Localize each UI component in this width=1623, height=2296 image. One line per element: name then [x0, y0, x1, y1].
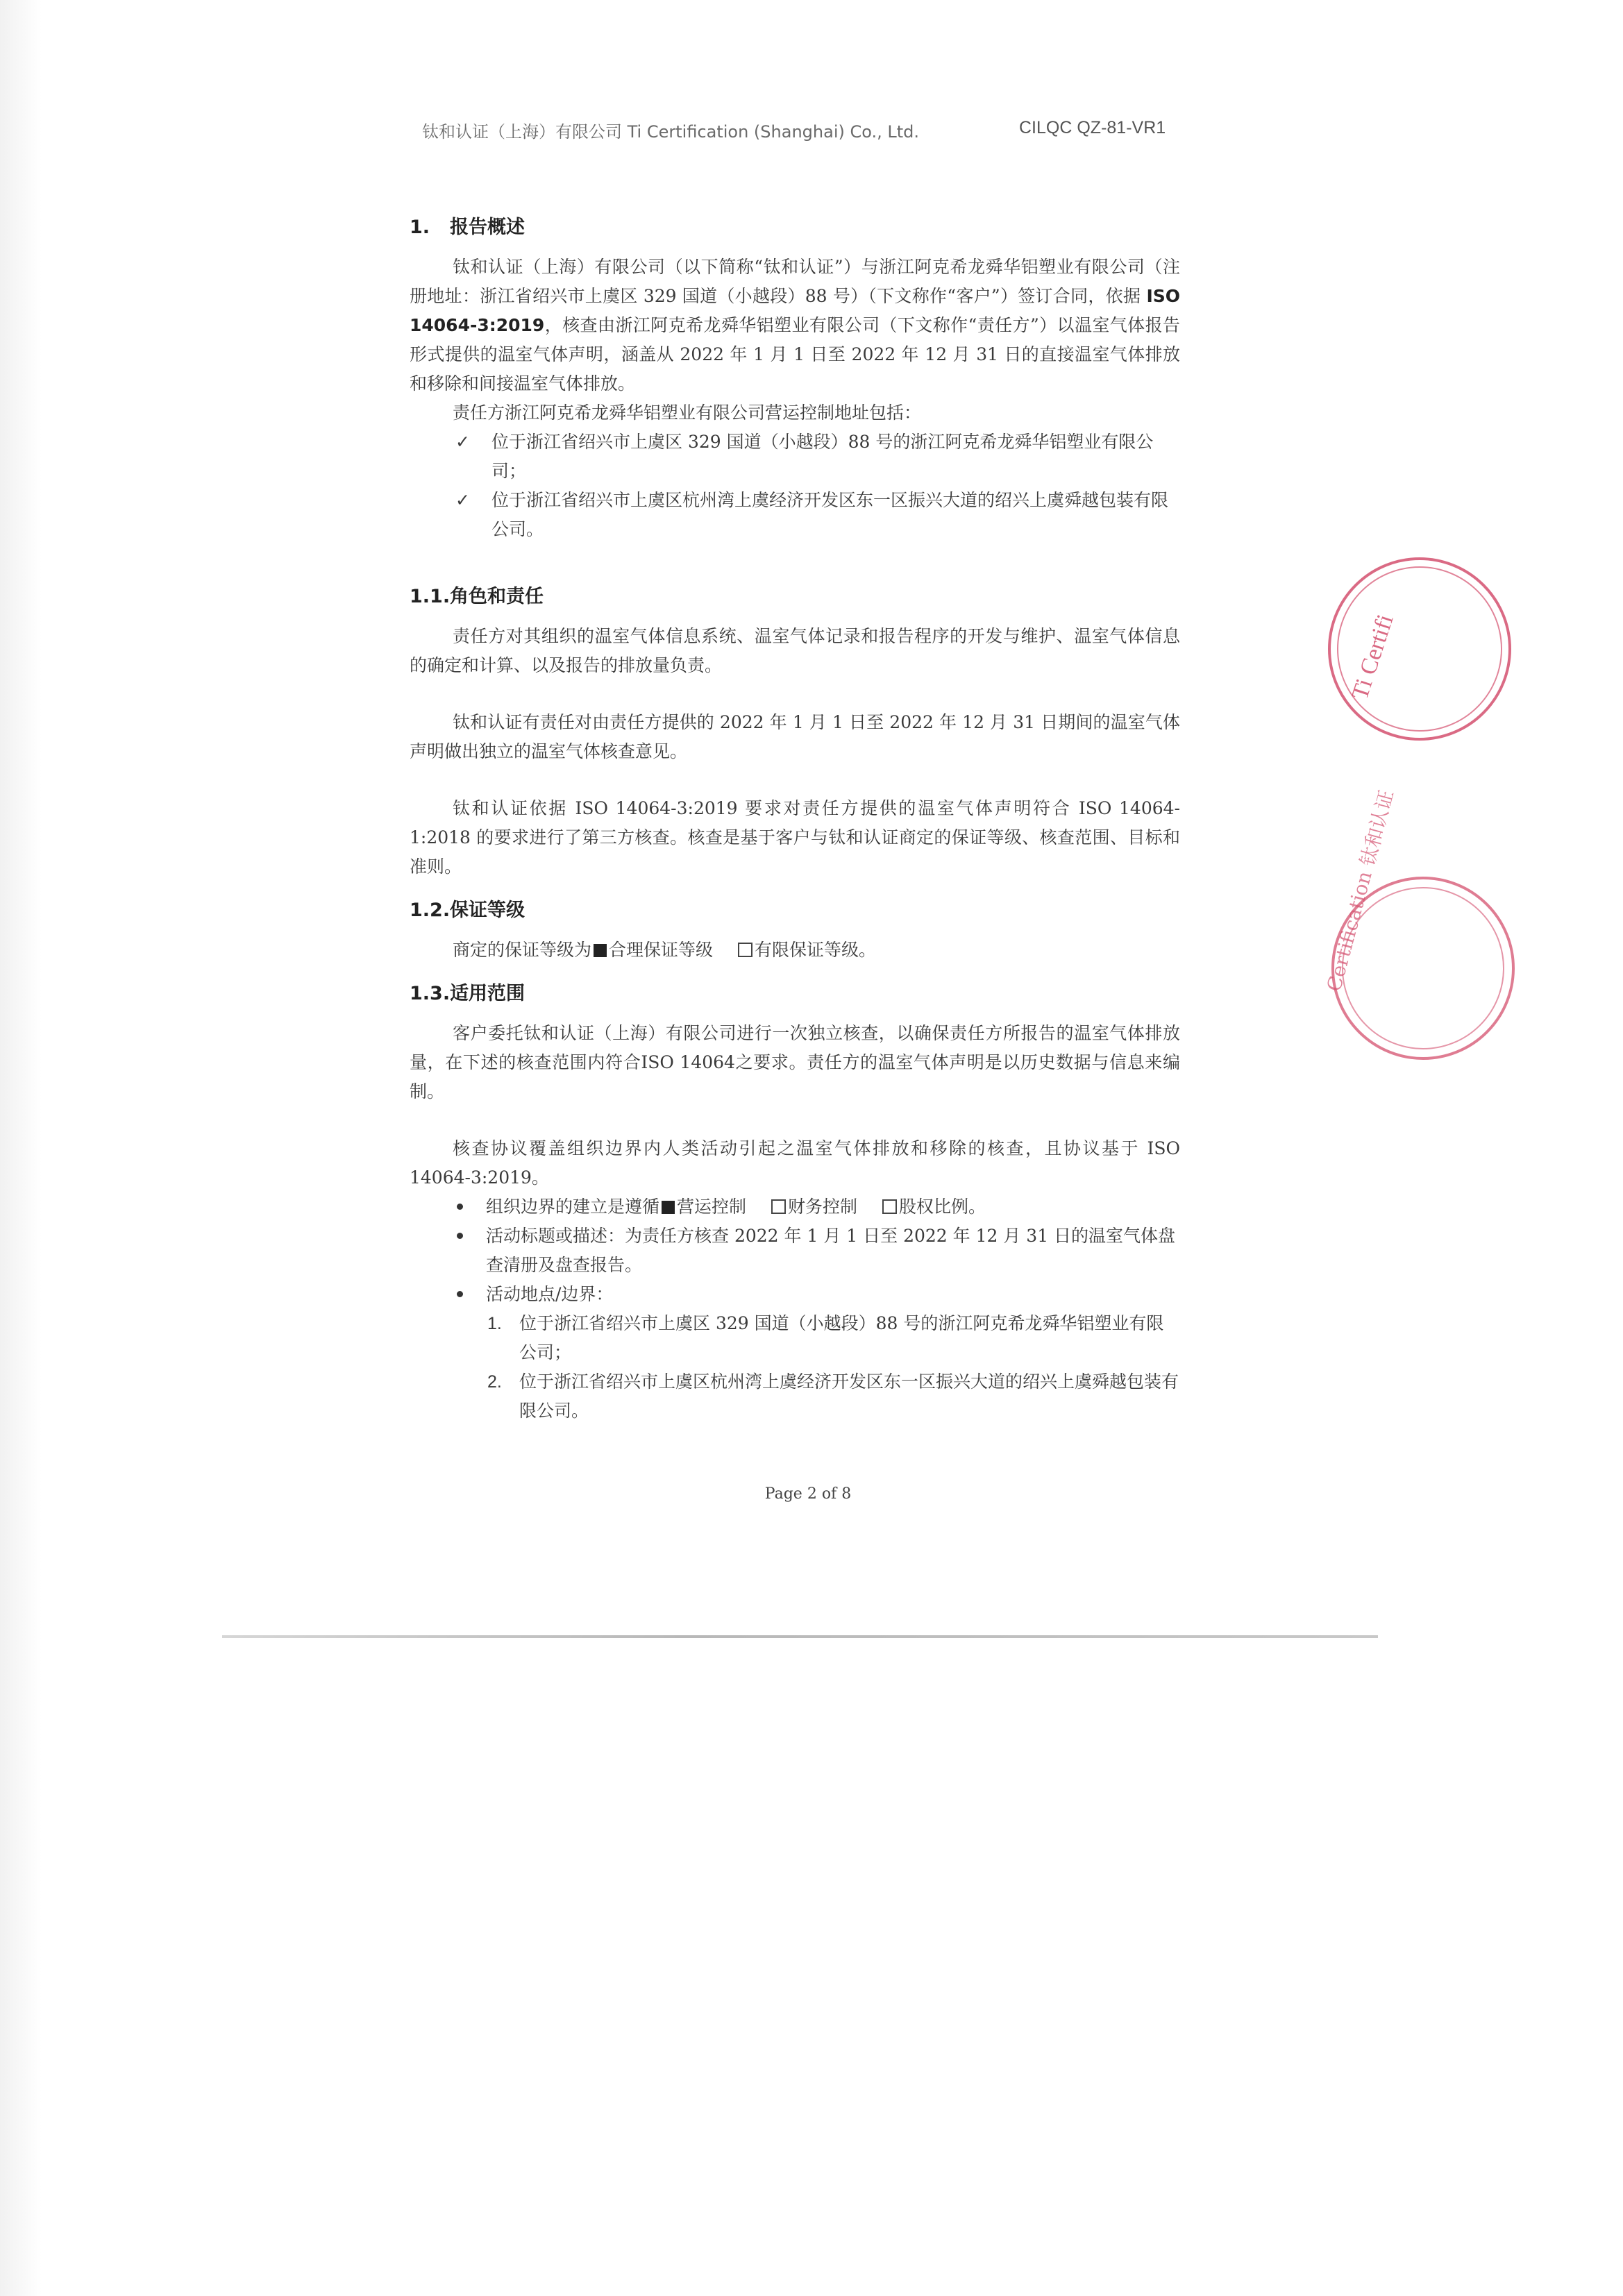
assurance-option-limited: 有限保证等级。	[755, 940, 877, 960]
site-text: 位于浙江省绍兴市上虞区杭州湾上虞经济开发区东一区振兴大道的绍兴上虞舜越包装有限公司。	[519, 1371, 1179, 1421]
bullet-item	[410, 1280, 1180, 1309]
checked-checkbox-icon	[662, 1201, 675, 1214]
section-number: 1.2.	[410, 900, 451, 921]
operational-control-intro: 责任方浙江阿克希龙舜华铝塑业有限公司营运控制地址包括：	[453, 403, 922, 423]
section-1-3-heading	[410, 980, 1180, 1008]
section-1-2-heading	[410, 897, 1180, 925]
unchecked-checkbox-icon	[882, 1199, 897, 1214]
responsibility-paragraph: 责任方对其组织的温室气体信息系统、温室气体记录和报告程序的开发与维护、温室气体信息的确定和计算、以及报告的排放量负责。	[410, 626, 1180, 675]
certifier-responsibility-paragraph: 钛和认证有责任对由责任方提供的 2022 年 1 月 1 日至 2022 年 12 月 31 日期间的温室气体声明做出独立的温室气体核查意见。	[410, 712, 1180, 761]
section-title: 适用范围	[450, 983, 525, 1004]
boundary-prefix: 组织边界的建立是遵循	[486, 1197, 660, 1217]
section-number: 1.	[410, 217, 430, 238]
page-header	[422, 118, 1186, 149]
site-item	[410, 1367, 1180, 1426]
bullet-icon	[457, 1204, 463, 1210]
scope-bullet-list	[410, 1192, 1180, 1309]
scope-paragraph: 客户委托钛和认证（上海）有限公司进行一次独立核查，以确保责任方所报告的温室气体排放量，在下述的核查范围内符合ISO 14064之要求。责任方的温室气体声明是以历史数据与信息来编制。	[410, 1023, 1180, 1101]
address-list	[410, 428, 1180, 544]
section-title: 报告概述	[450, 217, 525, 238]
section-title: 角色和责任	[450, 586, 544, 607]
address-item	[410, 486, 1180, 544]
address-text: 位于浙江省绍兴市上虞区 329 国道（小越段）88 号的浙江阿克希龙舜华铝塑业有限公司；	[491, 432, 1154, 481]
checkmark-icon: ✓	[455, 490, 470, 510]
stamp-upper-text: Ti Certifi	[1347, 611, 1399, 703]
section-number: 1.1.	[410, 586, 451, 607]
seal-stamp-lower	[1291, 787, 1399, 1076]
section-1-1-heading	[410, 583, 1180, 611]
page-content	[410, 214, 1180, 1426]
unchecked-checkbox-icon	[771, 1199, 786, 1214]
activity-description: 活动标题或描述：为责任方核查 2022 年 1 月 1 日至 2022 年 12 月 31 日的温室气体盘查清册及盘查报告。	[486, 1226, 1176, 1275]
standard-reference: ISO 14064-3:2019	[410, 286, 1180, 335]
site-number: 2.	[487, 1372, 502, 1392]
boundary-option-operational: 营运控制	[677, 1197, 747, 1217]
header-doc-number: CILQC QZ-81-VR1	[1019, 118, 1166, 137]
bullet-item	[410, 1222, 1180, 1280]
scan-edge-shadow	[0, 0, 42, 2296]
bullet-item	[410, 1192, 1180, 1222]
address-text: 位于浙江省绍兴市上虞区杭州湾上虞经济开发区东一区振兴大道的绍兴上虞舜越包装有限公司。	[491, 490, 1169, 539]
assurance-prefix: 商定的保证等级为	[453, 940, 592, 960]
page-number: Page 2 of 8	[764, 1485, 852, 1503]
overview-text-a: 钛和认证（上海）有限公司（以下简称“钛和认证”）与浙江阿克希龙舜华铝塑业有限公司（注册地址：浙江省绍兴市上虞区 329 国道（小越段）88 号）（下文称作“客户”）签订合同，依据	[410, 257, 1180, 306]
boundary-option-equity: 股权比例。	[899, 1197, 986, 1217]
bullet-icon	[457, 1291, 463, 1297]
overview-paragraph	[410, 253, 1180, 398]
section-title: 保证等级	[450, 900, 525, 921]
section-1-heading	[410, 214, 1180, 242]
bullet-icon	[457, 1233, 463, 1239]
checkmark-icon: ✓	[455, 432, 470, 452]
seal-stamp-upper	[1284, 541, 1399, 750]
address-item	[410, 428, 1180, 486]
boundary-option-financial: 财务控制	[788, 1197, 858, 1217]
unchecked-checkbox-icon	[738, 943, 752, 957]
site-list	[410, 1309, 1180, 1426]
stamp-lower-text: Certification 钛和认证	[1322, 787, 1399, 994]
overview-text-b: ，核查由浙江阿克希龙舜华铝塑业有限公司（下文称作“责任方”）以温室气体报告形式提供的温室气体声明，涵盖从 2022 年 1 月 1 日至 2022 年 12 月 31 日的直接温室气体排放和移除和间接温室气体排放。	[410, 315, 1180, 394]
scan-page-edge-divider	[222, 1635, 1378, 1638]
verification-basis-paragraph: 钛和认证依据 ISO 14064-3:2019 要求对责任方提供的温室气体声明符合 ISO 14064-1:2018 的要求进行了第三方核查。核查是基于客户与钛和认证商定的保证等级、核查范围、目标和准则。	[410, 798, 1180, 877]
site-item	[410, 1309, 1180, 1367]
protocol-paragraph: 核查协议覆盖组织边界内人类活动引起之温室气体排放和移除的核查，且协议基于 ISO 14064-3:2019。	[410, 1138, 1180, 1188]
assurance-option-reasonable: 合理保证等级	[609, 940, 714, 960]
checked-checkbox-icon	[594, 944, 607, 957]
header-company: 钛和认证（上海）有限公司 Ti Certification (Shanghai) Co., Ltd.	[422, 122, 920, 142]
section-number: 1.3.	[410, 983, 451, 1004]
site-number: 1.	[487, 1314, 502, 1333]
activity-location-label: 活动地点/边界：	[486, 1284, 614, 1304]
site-text: 位于浙江省绍兴市上虞区 329 国道（小越段）88 号的浙江阿克希龙舜华铝塑业有限公司；	[519, 1313, 1164, 1362]
assurance-level-line	[410, 936, 1180, 965]
